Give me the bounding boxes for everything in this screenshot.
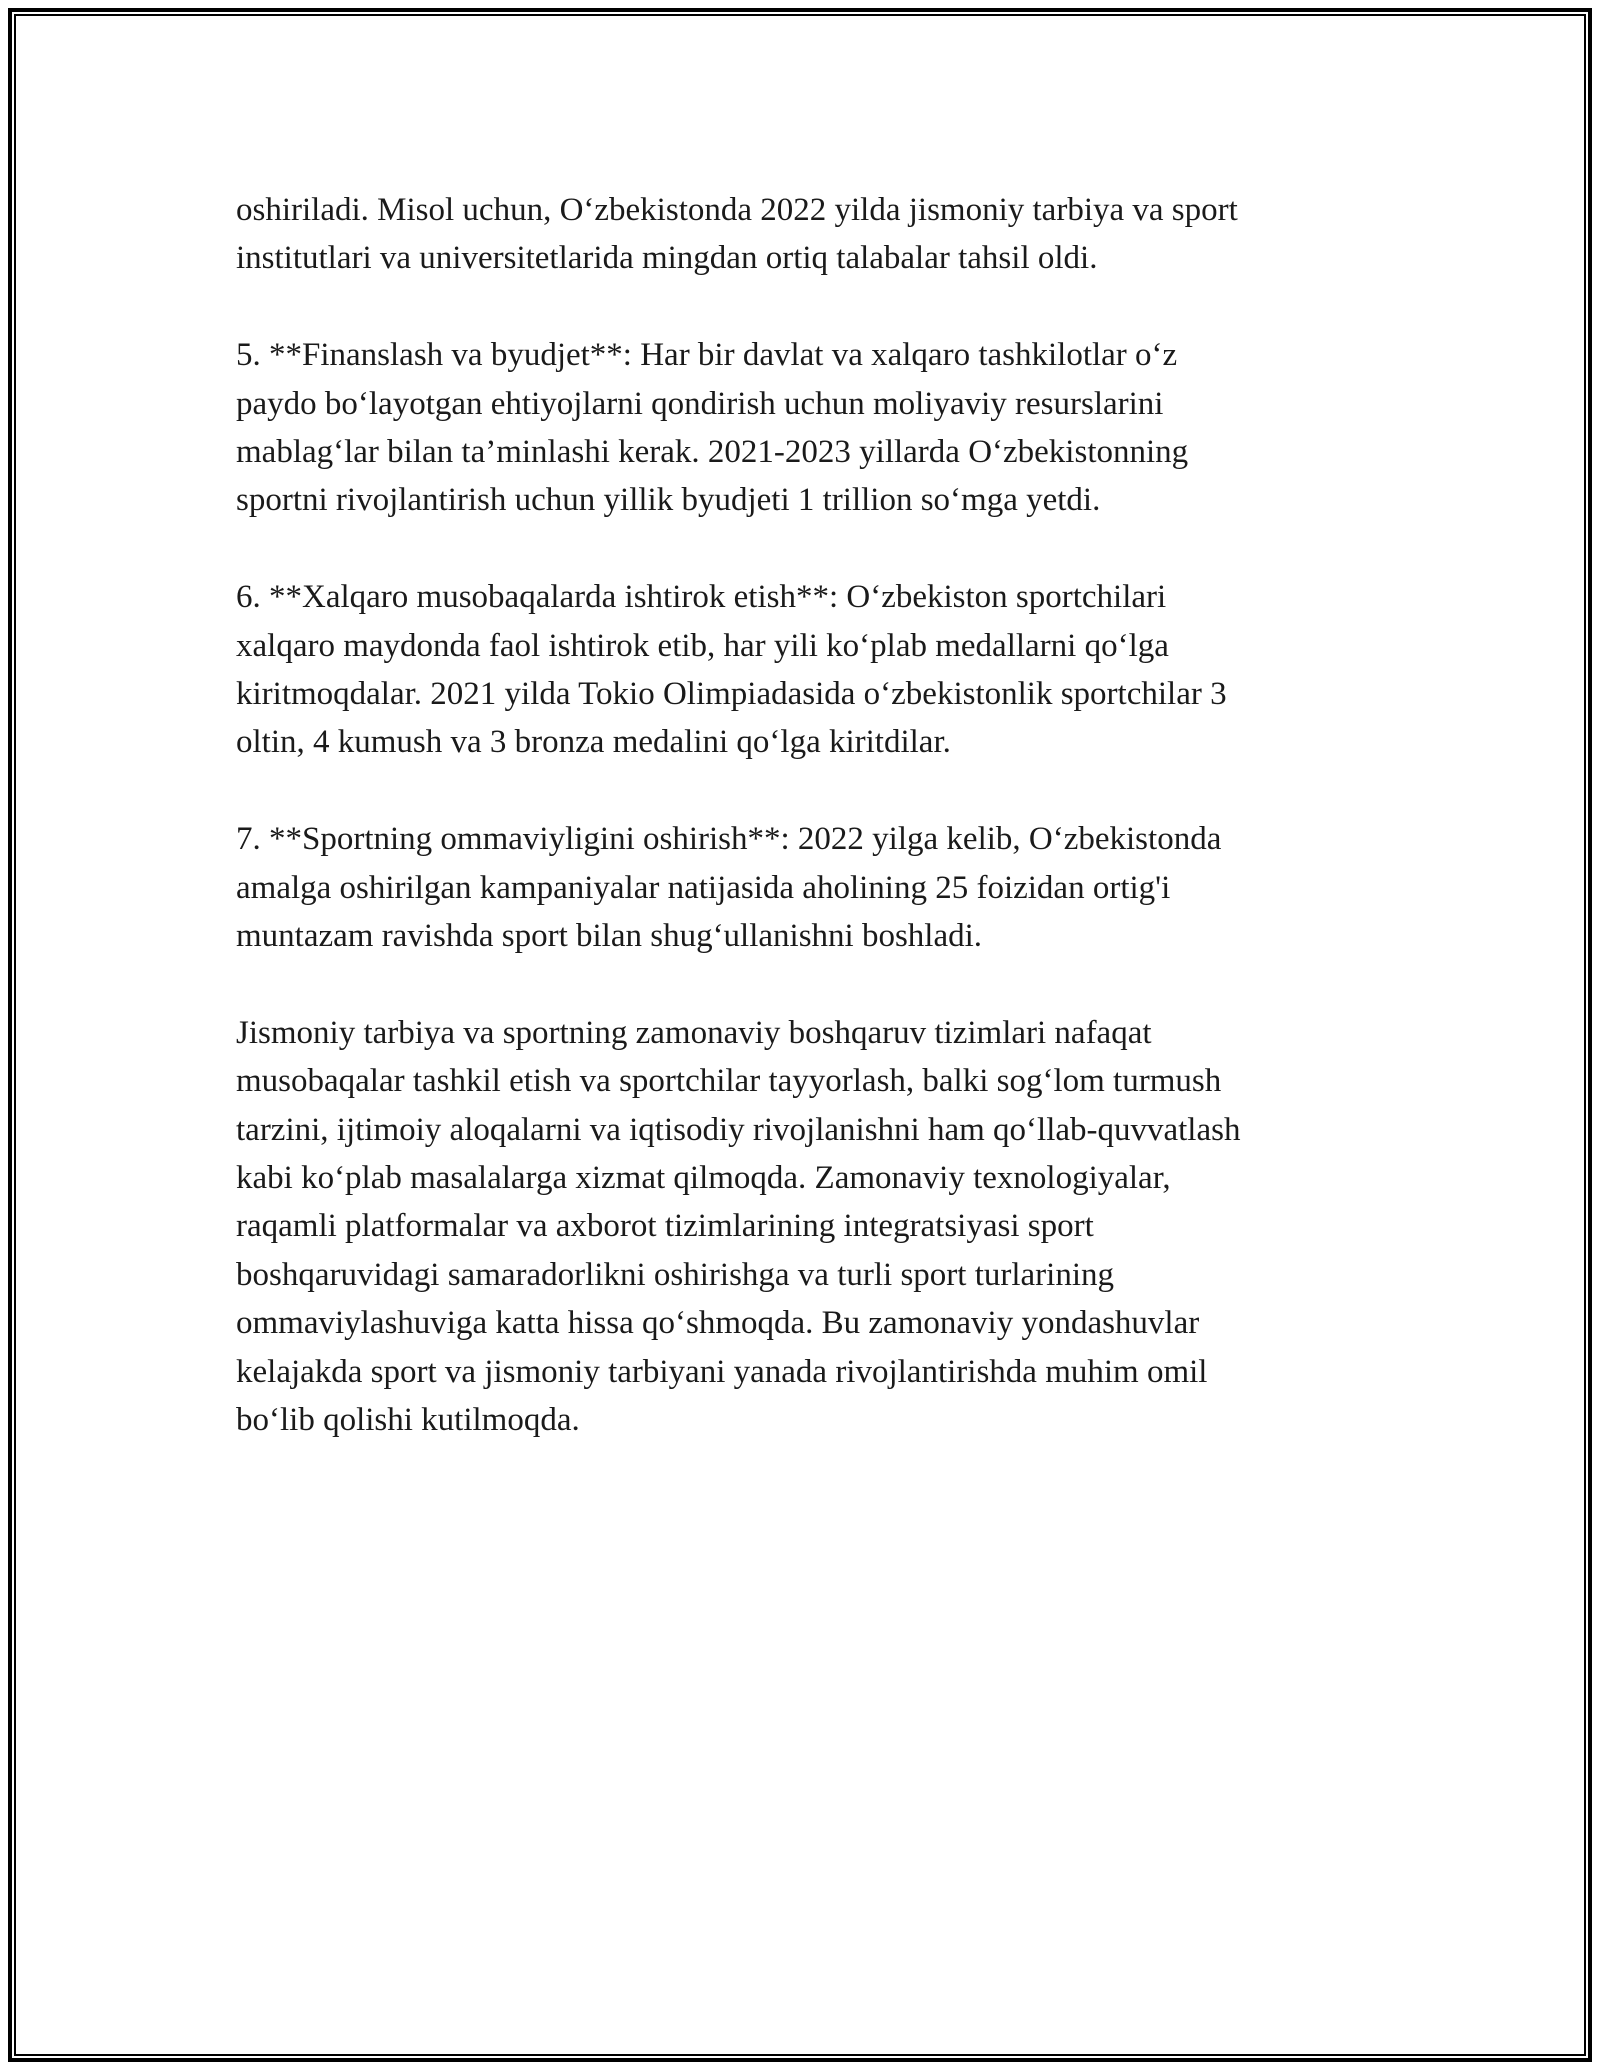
text-line: bo‘lib qolishi kutilmoqda.: [236, 1402, 580, 1439]
text-line: raqamli platformalar va axborot tizimlarining integratsiyasi sport: [236, 1208, 1094, 1245]
text-line: paydo bo‘layotgan ehtiyojlarni qondirish uchun moliyaviy resurslarini: [236, 385, 1164, 422]
text-line: tarzini, ijtimoiy aloqalarni va iqtisodiy rivojlanishni ham qo‘llab-quvvatlash: [236, 1111, 1241, 1148]
paragraph-intro-continuation: [236, 186, 1376, 283]
text-line: amalga oshirilgan kampaniyalar natijasida aholining 25 foizidan ortig'i: [236, 869, 1171, 906]
document-body: [236, 186, 1376, 1493]
text-line: muntazam ravishda sport bilan shug‘ullanishni boshladi.: [236, 918, 983, 955]
text-line: oltin, 4 kumush va 3 bronza medalini qo‘lga kiritdilar.: [236, 724, 951, 761]
text-line: Jismoniy tarbiya va sportning zamonaviy boshqaruv tizimlari nafaqat: [236, 1014, 1152, 1051]
text-line: oshiriladi. Misol uchun, O‘zbekistonda 2022 yilda jismoniy tarbiya va sport: [236, 192, 1238, 228]
text-line: ommaviylashuviga katta hissa qo‘shmoqda. Bu zamonaviy yondashuvlar: [236, 1305, 1200, 1342]
paragraph-item-7-popularity: [236, 815, 1376, 960]
text-line: 7. **Sportning ommaviyligini oshirish**: 2022 yilga kelib, O‘zbekistonda: [236, 821, 1222, 858]
paragraph-item-5-financing: [236, 331, 1376, 525]
text-line: kabi ko‘plab masalalarga xizmat qilmoqda. Zamonaviy texnologiyalar,: [236, 1160, 1171, 1197]
text-line: kelajakda sport va jismoniy tarbiyani yanada rivojlantirishda muhim omil: [236, 1353, 1208, 1390]
text-line: mablag‘lar bilan ta’minlashi kerak. 2021-2023 yillarda O‘zbekistonning: [236, 434, 1189, 471]
text-line: xalqaro maydonda faol ishtirok etib, har yili ko‘plab medallarni qo‘lga: [236, 627, 1169, 664]
text-line: 5. **Finanslash va byudjet**: Har bir davlat va xalqaro tashkilotlar o‘z: [236, 337, 1178, 374]
paragraph-conclusion: [236, 1009, 1376, 1445]
text-line: 6. **Xalqaro musobaqalarda ishtirok etish**: O‘zbekiston sportchilari: [236, 579, 1167, 616]
paragraph-item-6-international: [236, 573, 1376, 767]
text-line: sportni rivojlantirish uchun yillik byudjeti 1 trillion so‘mga yetdi.: [236, 482, 1101, 519]
text-line: kiritmoqdalar. 2021 yilda Tokio Olimpiadasida o‘zbekistonlik sportchilar 3: [236, 676, 1227, 713]
text-line: boshqaruvidagi samaradorlikni oshirishga va turli sport turlarining: [236, 1256, 1114, 1293]
text-line: musobaqalar tashkil etish va sportchilar tayyorlash, balki sog‘lom turmush: [236, 1063, 1222, 1100]
text-line: institutlari va universitetlarida mingdan ortiq talabalar tahsil oldi.: [236, 240, 1098, 277]
